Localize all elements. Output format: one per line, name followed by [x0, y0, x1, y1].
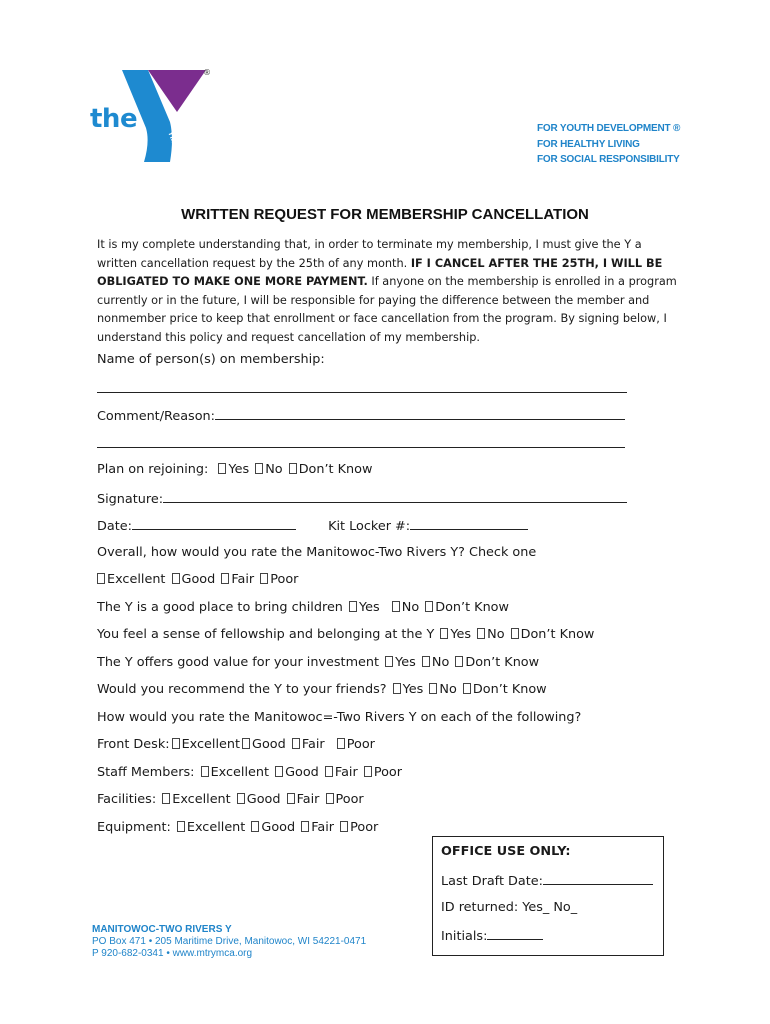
- footer-org: MANITOWOC-TWO RIVERS Y: [92, 924, 232, 935]
- staff-row: [97, 765, 402, 780]
- staff-excellent-checkbox[interactable]: [201, 766, 209, 777]
- date-label: Date:: [97, 519, 132, 534]
- value-label: The Y offers good value for your investment: [97, 655, 380, 670]
- facilities-poor-checkbox[interactable]: [326, 793, 334, 804]
- kit-locker-label: Kit Locker #:: [328, 519, 411, 534]
- office-use-box: [432, 836, 664, 956]
- good-place-row: [97, 600, 509, 615]
- value-no-checkbox[interactable]: [422, 656, 430, 667]
- last-draft-field[interactable]: [543, 872, 653, 885]
- signature-row: [97, 490, 627, 507]
- equipment-fair-checkbox[interactable]: [301, 821, 309, 832]
- fellowship-yes-label: Yes: [450, 627, 472, 642]
- comment-row: [97, 407, 625, 424]
- rate-following-label: How would you rate the Manitowoc=-Two Rivers Y on each of the following?: [97, 710, 582, 725]
- fellowship-no-checkbox[interactable]: [477, 628, 485, 639]
- rejoin-label: Plan on rejoining:: [97, 462, 209, 477]
- recommend-dont-know-checkbox[interactable]: [463, 683, 471, 694]
- front-desk-fair-label: Fair: [301, 737, 325, 752]
- id-returned-label: ID returned: Yes_ No_: [441, 900, 578, 915]
- staff-fair-label: Fair: [334, 765, 358, 780]
- facilities-fair-checkbox[interactable]: [287, 793, 295, 804]
- equipment-excellent-checkbox[interactable]: [177, 821, 185, 832]
- good-place-label: The Y is a good place to bring children: [97, 600, 343, 615]
- rejoin-row: [97, 462, 372, 477]
- tagline-healthy: FOR HEALTHY LIVING: [537, 138, 640, 150]
- good-place-no-checkbox[interactable]: [392, 601, 400, 612]
- recommend-no-checkbox[interactable]: [429, 683, 437, 694]
- fellowship-row: [97, 627, 594, 642]
- front-desk-fair-checkbox[interactable]: [292, 738, 300, 749]
- initials-field[interactable]: [487, 927, 543, 940]
- good-place-yes-checkbox[interactable]: [349, 601, 357, 612]
- overall-excellent-checkbox[interactable]: [97, 573, 105, 584]
- recommend-no-label: No: [439, 682, 457, 697]
- initials-label: Initials:: [441, 929, 488, 944]
- recommend-yes-checkbox[interactable]: [393, 683, 401, 694]
- staff-good-checkbox[interactable]: [275, 766, 283, 777]
- rejoin-dont-know-label: Don’t Know: [298, 462, 373, 477]
- page-title: WRITTEN REQUEST FOR MEMBERSHIP CANCELLATION: [181, 206, 589, 223]
- footer-contact: P 920-682-0341 • www.mtrymca.org: [92, 948, 253, 959]
- front-desk-poor-label: Poor: [346, 737, 375, 752]
- overall-fair-checkbox[interactable]: [221, 573, 229, 584]
- logo-word: the: [90, 104, 138, 134]
- taglines: [537, 121, 680, 168]
- policy-text-1: It is my complete understanding that, in order to terminate my membership, I must give the Y a written cancellation request by the 25th of any month.: [97, 238, 642, 270]
- footer-address: PO Box 471 • 205 Maritime Drive, Manitowoc, WI 54221-0471: [92, 936, 367, 947]
- front-desk-excellent-checkbox[interactable]: [172, 738, 180, 749]
- overall-excellent-label: Excellent: [107, 572, 166, 587]
- recommend-row: [97, 682, 547, 697]
- recommend-yes-label: Yes: [402, 682, 424, 697]
- policy-bold-text: IF I CANCEL AFTER THE 25TH, I WILL BE OBLIGATED TO MAKE ONE MORE PAYMENT.: [97, 256, 663, 288]
- rejoin-dont-know-checkbox[interactable]: [289, 463, 297, 474]
- tagline-youth: FOR YOUTH DEVELOPMENT ®: [537, 123, 681, 134]
- comment-blank-row: [97, 435, 625, 452]
- facilities-fair-label: Fair: [296, 792, 320, 807]
- recommend-label: Would you recommend the Y to your friends?: [97, 682, 387, 697]
- comment-field-2[interactable]: [97, 435, 625, 448]
- comment-label: Comment/Reason:: [97, 409, 215, 424]
- front-desk-excellent-label: Excellent: [181, 737, 241, 752]
- overall-poor-checkbox[interactable]: [260, 573, 268, 584]
- registered-mark: ®: [203, 68, 211, 77]
- value-dont-know-label: Don’t Know: [465, 655, 540, 670]
- kit-locker-field[interactable]: [410, 517, 528, 530]
- front-desk-label: Front Desk:: [97, 737, 170, 752]
- staff-fair-checkbox[interactable]: [325, 766, 333, 777]
- staff-poor-label: Poor: [373, 765, 403, 780]
- front-desk-poor-checkbox[interactable]: [337, 738, 345, 749]
- value-dont-know-checkbox[interactable]: [455, 656, 463, 667]
- facilities-good-label: Good: [246, 792, 281, 807]
- equipment-label: Equipment:: [97, 820, 171, 835]
- facilities-excellent-checkbox[interactable]: [162, 793, 170, 804]
- equipment-fair-label: Fair: [311, 820, 335, 835]
- initials-row: [441, 927, 543, 944]
- good-place-no-label: No: [401, 600, 420, 615]
- overall-question-label: Overall, how would you rate the Manitowoc-Two Rivers Y? Check one: [97, 545, 537, 560]
- name-field[interactable]: [97, 380, 627, 393]
- staff-label: Staff Members:: [97, 765, 195, 780]
- value-no-label: No: [431, 655, 450, 670]
- fellowship-yes-checkbox[interactable]: [440, 628, 448, 639]
- facilities-good-checkbox[interactable]: [237, 793, 245, 804]
- equipment-good-label: Good: [261, 820, 296, 835]
- date-row: [97, 517, 528, 534]
- good-place-dont-know-label: Don’t Know: [435, 600, 509, 615]
- rejoin-no-label: No: [265, 462, 283, 477]
- policy-text-2: If anyone on the membership is enrolled in a program currently or in the future, I will be responsible for paying the difference between the member and nonmember price to keep that enrollment or face cancellation from the program. By signing below, I understand this policy and request cancellation of my membership.: [97, 275, 677, 344]
- equipment-good-checkbox[interactable]: [251, 821, 259, 832]
- rate-following-question: [97, 710, 581, 725]
- overall-fair-label: Fair: [231, 572, 255, 587]
- last-draft-label: Last Draft Date:: [441, 874, 543, 889]
- overall-good-checkbox[interactable]: [172, 573, 180, 584]
- policy-paragraph: [97, 236, 677, 347]
- office-use-heading: OFFICE USE ONLY:: [441, 844, 571, 859]
- fellowship-no-label: No: [487, 627, 505, 642]
- facilities-label: Facilities:: [97, 792, 157, 807]
- facilities-excellent-label: Excellent: [172, 792, 231, 807]
- footer: [92, 924, 366, 960]
- facilities-poor-label: Poor: [335, 792, 364, 807]
- value-yes-label: Yes: [395, 655, 416, 670]
- name-label: Name of person(s) on membership:: [97, 352, 325, 367]
- facilities-row: [97, 792, 364, 807]
- rejoin-yes-checkbox[interactable]: [218, 463, 226, 474]
- recommend-dont-know-label: Don’t Know: [472, 682, 547, 697]
- comment-field[interactable]: [215, 407, 625, 420]
- good-place-dont-know-checkbox[interactable]: [425, 601, 433, 612]
- equipment-excellent-label: Excellent: [186, 820, 246, 835]
- tagline-social: FOR SOCIAL RESPONSIBILITY: [537, 154, 680, 165]
- name-blank-row: [97, 380, 627, 397]
- overall-question: [97, 545, 536, 560]
- equipment-poor-label: Poor: [350, 820, 379, 835]
- rejoin-no-checkbox[interactable]: [255, 463, 263, 474]
- staff-good-label: Good: [285, 765, 319, 780]
- equipment-poor-checkbox[interactable]: [340, 821, 348, 832]
- good-place-yes-label: Yes: [359, 600, 380, 615]
- front-desk-good-label: Good: [252, 737, 286, 752]
- logo-ymca-vertical: [150, 128, 183, 164]
- fellowship-label: You feel a sense of fellowship and belonging at the Y: [97, 627, 435, 642]
- name-row: [97, 352, 325, 367]
- front-desk-row: [97, 737, 375, 752]
- overall-poor-label: Poor: [270, 572, 299, 587]
- equipment-row: [97, 820, 378, 835]
- value-yes-checkbox[interactable]: [385, 656, 393, 667]
- staff-excellent-label: Excellent: [210, 765, 270, 780]
- logo-ymca-text: YMCA: [166, 129, 183, 155]
- overall-options-row: [97, 572, 298, 587]
- fellowship-dont-know-label: Don’t Know: [520, 627, 595, 642]
- overall-good-label: Good: [181, 572, 216, 587]
- signature-field[interactable]: [163, 490, 627, 503]
- rejoin-yes-label: Yes: [228, 462, 250, 477]
- value-row: [97, 655, 539, 670]
- last-draft-row: [441, 872, 653, 889]
- staff-poor-checkbox[interactable]: [364, 766, 372, 777]
- signature-label: Signature:: [97, 492, 164, 507]
- fellowship-dont-know-checkbox[interactable]: [511, 628, 519, 639]
- front-desk-good-checkbox[interactable]: [242, 738, 250, 749]
- date-field[interactable]: [132, 517, 296, 530]
